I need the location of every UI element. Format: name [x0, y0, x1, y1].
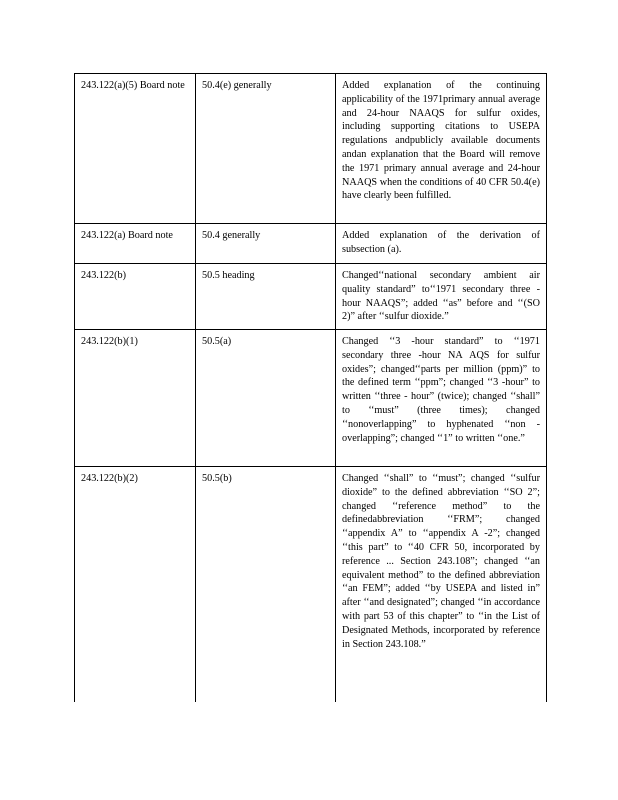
- state-section-cell: 243.122(b)(1): [75, 330, 196, 467]
- table-row: [75, 224, 547, 264]
- cfr-section-cell: 50.4(e) generally: [196, 74, 336, 224]
- table-row: [75, 264, 547, 330]
- description-cell: Added explanation of the continuing applicability of the 1971primary annual average and 24-hour NAAQS for sulfur oxides, including supporting citations to USEPA regulations andpublicly available documents andan explanation that the Board will remove the 1971 primary annual average and 24-hour NAAQS when the conditions of 40 CFR 50.4(e) have clearly been fulfilled.: [336, 74, 547, 224]
- state-section-cell: 243.122(a)(5) Board note: [75, 74, 196, 224]
- table-row: [75, 74, 547, 224]
- cfr-section-cell: 50.5 heading: [196, 264, 336, 330]
- description-cell: Changed ‘‘3 -hour standard” to ‘‘1971 secondary three -hour NA AQS for sulfur oxides”; changed‘‘parts per million (ppm)” to the defined term ‘‘ppm”; changed ‘‘3 -hour” to written ‘‘three - hour” (twice); changed ‘‘shall” to ‘‘must” (three times); changed ‘‘nonoverlapping” to hyphenated ‘‘non -overlapping”; changed ‘‘1” to written ‘‘one.”: [336, 330, 547, 467]
- description-cell: Changed ‘‘shall” to ‘‘must”; changed ‘‘sulfur dioxide” to the defined abbreviation ‘‘SO 2”; changed ‘‘reference method” to the definedabbreviation ‘‘FRM”; changed ‘‘appendix A” to ‘‘appendix A -2”; changed ‘‘this part” to ‘‘40 CFR 50, incorporated by reference ... Section 243.108”; changed ‘‘an equivalent method” to the defined abbreviation ‘‘an FEM”; added ‘‘by USEPA and listed in” after ‘‘and designated”; changed ‘‘in accordance with part 53 of this chapter” to ‘‘in the List of Designated Methods, incorporated by reference in Section 243.108.”: [336, 467, 547, 703]
- cross-reference-table: [74, 73, 547, 702]
- description-cell: Changed‘‘national secondary ambient air quality standard” to‘‘1971 secondary three -hour NAAQS”; added ‘‘as” before and ‘‘(SO 2)” after ‘‘sulfur dioxide.”: [336, 264, 547, 330]
- cfr-section-cell: 50.5(a): [196, 330, 336, 467]
- cfr-section-cell: 50.5(b): [196, 467, 336, 703]
- table-row: [75, 467, 547, 703]
- state-section-cell: 243.122(a) Board note: [75, 224, 196, 264]
- description-cell: Added explanation of the derivation of subsection (a).: [336, 224, 547, 264]
- cfr-section-cell: 50.4 generally: [196, 224, 336, 264]
- state-section-cell: 243.122(b): [75, 264, 196, 330]
- state-section-cell: 243.122(b)(2): [75, 467, 196, 703]
- table-row: [75, 330, 547, 467]
